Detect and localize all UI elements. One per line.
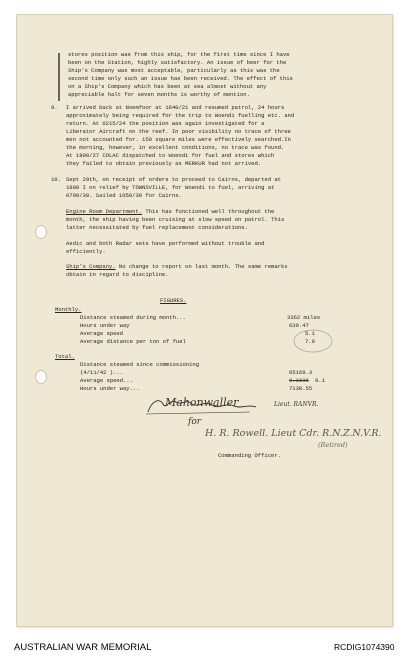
text-line: men not accounted for. 150 square miles were effectively searched.In	[66, 136, 291, 143]
text-line: This has functioned well throughout the	[142, 208, 275, 215]
figure-label: Hours under way	[80, 322, 130, 329]
text-line: they failed to obtain previously as MERKUR had not arrived.	[66, 160, 262, 167]
figure-value: 9.1	[315, 377, 325, 384]
signature-retired: (Retired)	[318, 441, 348, 449]
figure-label: Average speed	[80, 330, 123, 337]
footer-record-id: RCDIG1074390	[334, 642, 395, 652]
figure-value: 7130.55	[289, 385, 313, 392]
monthly-heading: Monthly.	[55, 306, 82, 313]
signature-title: Commanding Officer.	[218, 452, 281, 459]
ships-company-heading: Ship's Company.	[66, 263, 116, 270]
signature-for: for	[188, 417, 202, 427]
figure-label: (4/11/42 )...	[80, 369, 123, 376]
text-line: return. At 0215/24 the position was again investigated for a	[66, 120, 265, 127]
text-line: I arrived back at Noemfoor at 1640/21 and resumed patrol, 24 hours	[66, 104, 285, 111]
text-line: been on the Station, highly satisfactory. An issue of beer for the	[68, 59, 287, 66]
total-heading: Total.	[55, 353, 75, 360]
text-line: Sept 29th, on receipt of orders to proceed to Cairns, departed at	[66, 176, 281, 183]
text-line: obtain in regard to discipline.	[66, 271, 169, 278]
figure-value: 7.9	[305, 338, 315, 345]
text-line: second time only such an issue has been received. The effect of this	[68, 75, 293, 82]
figure-label: Average speed...	[80, 377, 133, 384]
text-line: on a Ship's Company which has been at sea almost without any	[68, 83, 267, 90]
text-line: stores position was from this ship, for the first time since I have	[68, 51, 290, 58]
signature-second: H. R. Rowell. Lieut Cdr. R.N.Z.N.V.R.	[205, 428, 382, 439]
signature-main: Mahonwaller	[165, 396, 239, 409]
text-line: efficiently.	[66, 248, 106, 255]
text-line: At 1800/27 COLAC dispatched to Woendi for fuel and stores which	[66, 152, 275, 159]
figure-value: 65169.3	[289, 369, 313, 376]
text-line: Ship's Company was most acceptable, particularly as this was the	[68, 67, 280, 74]
text-line: approximately being required for the trip to Woendi fuelling etc. and	[66, 112, 295, 119]
text-line: 0700/30. Sailed 1050/30 for Cairns.	[66, 192, 182, 199]
paragraph-number: 10.	[51, 176, 61, 183]
struck-value: 9.1636	[289, 377, 309, 384]
figure-value: 3362 miles	[287, 314, 321, 321]
figure-value: 5.1	[305, 330, 315, 337]
text-line: latter necessitated by fuel replacement considerations.	[66, 224, 248, 231]
figure-label: Distance steamed during month...	[80, 314, 186, 321]
figure-label: Average distance per ton of fuel	[80, 338, 186, 345]
text-line: appreciable halt for seven months is worthy of mention.	[68, 91, 250, 98]
figure-label: Hours under way...	[80, 385, 140, 392]
text-line: Liberator Aircraft on the reef. In poor visibility no trace of three	[66, 128, 291, 135]
text-line: No change to report on last month. The same remarks	[115, 263, 288, 270]
figures-heading: FIGURES.	[160, 297, 187, 304]
text-line: Asdic and both Radar sets have performed without trouble and	[66, 240, 265, 247]
text-line: 1800 I on relief by TOWNSVILLE, for Woendi to fuel, arriving at	[66, 184, 275, 191]
paragraph-number: 9.	[51, 104, 58, 111]
figure-label: Distance steamed since commissioning	[80, 361, 200, 368]
signature-rank: Lieut. RANVR.	[274, 401, 319, 408]
engine-room-heading: Engine Room Department.	[66, 208, 143, 215]
footer-archive-name: AUSTRALIAN WAR MEMORIAL	[14, 642, 152, 653]
text-line: month, the ship having been cruising at slow speed on patrol. This	[66, 216, 285, 223]
figure-value: 639.47	[289, 322, 309, 329]
text-line: the morning, however, in excellent conditions, no trace was found.	[66, 144, 285, 151]
